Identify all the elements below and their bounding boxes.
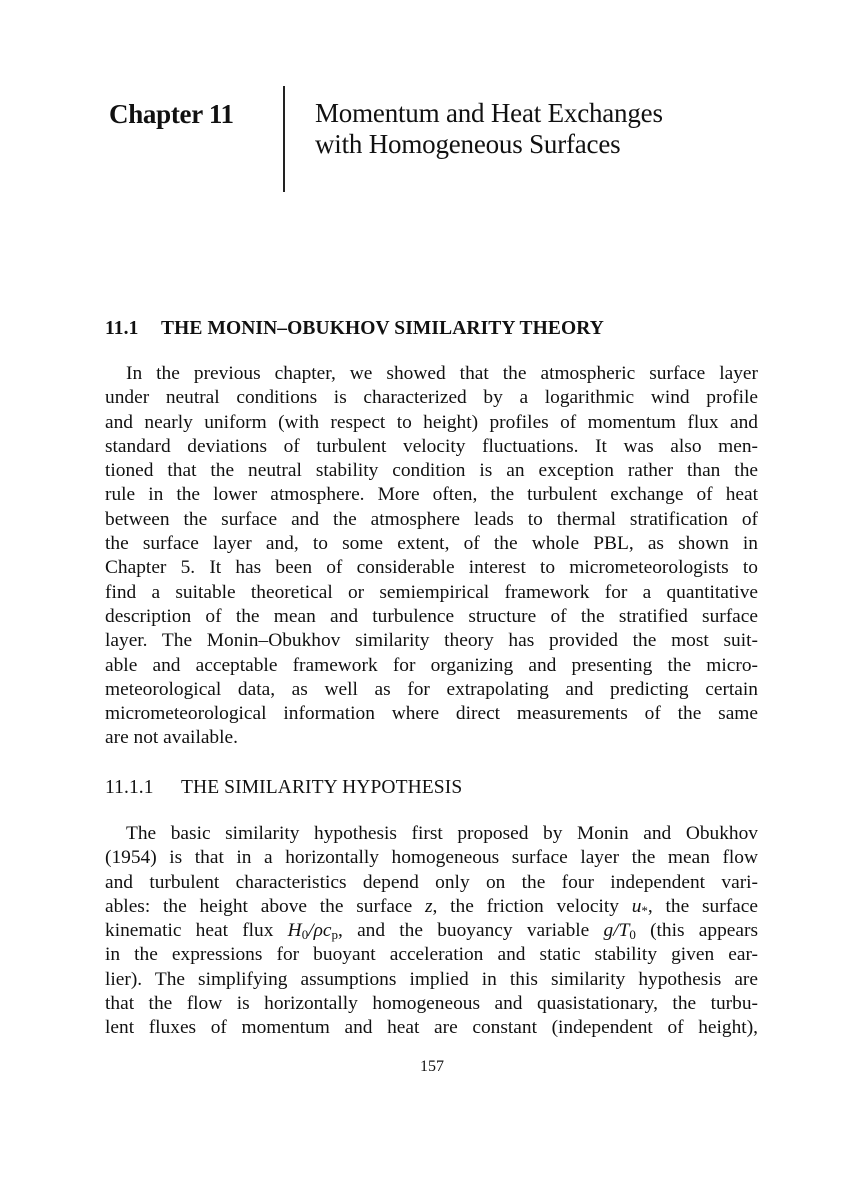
chapter-header: [109, 86, 769, 196]
chapter-divider: [283, 86, 285, 192]
section-number: 11.1: [105, 318, 139, 339]
math-H: H: [287, 920, 302, 942]
paragraph-line: [105, 919, 758, 943]
subsection-title: THE SIMILARITY HYPOTHESIS: [181, 777, 463, 798]
paragraph-line: in the expressions for buoyant acceleration and static stability given ear-: [105, 944, 758, 966]
paragraph-line: layer. The Monin–Obukhov similarity theory has provided the most suit-: [105, 630, 758, 652]
chapter-title-line: Momentum and Heat Exchanges: [315, 98, 663, 128]
math-u: u: [631, 895, 642, 917]
chapter-title-line: with Homogeneous Surfaces: [315, 129, 621, 159]
math-subscript: p: [331, 927, 338, 943]
text-run: (this appears: [635, 920, 758, 942]
text-run: , the surface: [647, 895, 758, 917]
paragraph-line: and nearly uniform (with respect to height) profiles of momentum flux and: [105, 411, 758, 433]
paragraph-line: able and acceptable framework for organizing and presenting the micro-: [105, 654, 758, 676]
math-z: z: [425, 895, 433, 917]
text-run: ables: the height above the surface: [105, 895, 425, 917]
chapter-label: Chapter 11: [109, 99, 234, 129]
math-subscript: *: [641, 902, 648, 918]
paragraph-line: tioned that the neutral stability condition is an exception rather than the: [105, 460, 758, 482]
paragraph-line: In the previous chapter, we showed that the atmospheric surface layer: [126, 363, 758, 384]
math-subscript: 0: [629, 927, 636, 943]
section-heading: [105, 318, 604, 340]
paragraph-line: between the surface and the atmosphere leads to thermal stratification of: [105, 508, 758, 530]
math-rho-c: /ρc: [308, 920, 332, 942]
paragraph-line: standard deviations of turbulent velocity fluctuations. It was also men-: [105, 435, 758, 457]
subsection-heading: [105, 777, 462, 799]
paragraph-line: micrometeorological information where direct measurements of the same: [105, 703, 758, 725]
text-run: , and the buoyancy variable: [338, 920, 604, 942]
paragraph-line: find a suitable theoretical or semiempirical framework for a quantitative: [105, 581, 758, 603]
paragraph-line: are not available.: [105, 727, 238, 749]
paragraph-line: the surface layer and, to some extent, of the whole PBL, as shown in: [105, 533, 758, 555]
paragraph-line: rule in the lower atmosphere. More often, the turbulent exchange of heat: [105, 484, 758, 506]
paragraph-line: lent fluxes of momentum and heat are constant (independent of height),: [105, 1017, 758, 1039]
math-g-over-T: g/T: [603, 920, 630, 942]
section-title: THE MONIN–OBUKHOV SIMILARITY THEORY: [161, 318, 604, 339]
paragraph-line: that the flow is horizontally homogeneous and quasistationary, the turbu-: [105, 993, 758, 1015]
text-run: kinematic heat flux: [105, 920, 288, 942]
paragraph-line: lier). The simplifying assumptions implied in this similarity hypothesis are: [105, 968, 758, 990]
section-paragraph: [105, 362, 758, 751]
paragraph-line: (1954) is that in a horizontally homogeneous surface layer the mean flow: [105, 847, 758, 869]
paragraph-line: Chapter 5. It has been of considerable interest to micrometeorologists to: [105, 557, 758, 579]
paragraph-line: description of the mean and turbulence structure of the stratified surface: [105, 605, 758, 627]
subsection-number: 11.1.1: [105, 777, 154, 798]
paragraph-line: under neutral conditions is characterized by a logarithmic wind profile: [105, 387, 758, 409]
paragraph-line: and turbulent characteristics depend only on the four independent vari-: [105, 871, 758, 893]
chapter-title: [315, 98, 663, 160]
subsection-paragraph: [105, 822, 758, 1041]
paragraph-line: [105, 895, 758, 919]
math-subscript: 0: [301, 927, 309, 943]
text-run: , the friction velocity: [432, 895, 632, 917]
page-number: 157: [420, 1058, 444, 1075]
paragraph-line: The basic similarity hypothesis first proposed by Monin and Obukhov: [126, 823, 758, 844]
paragraph-line: meteorological data, as well as for extrapolating and predicting certain: [105, 678, 758, 700]
